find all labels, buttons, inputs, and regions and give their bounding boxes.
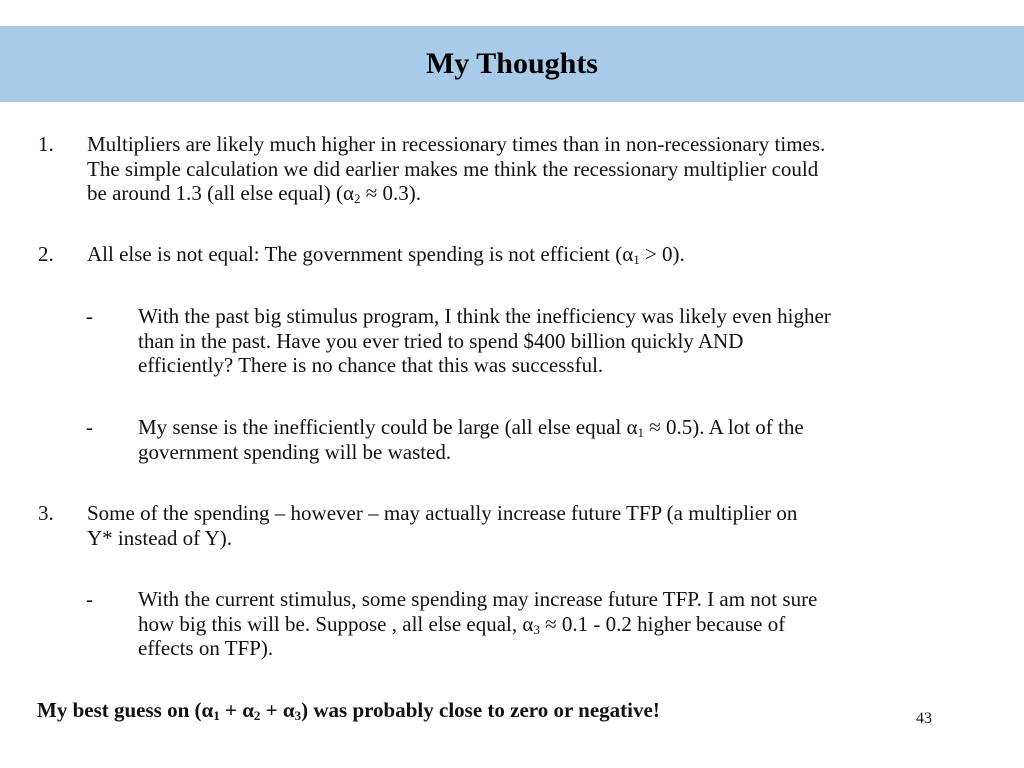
subscript: 1 — [633, 252, 640, 267]
item-line — [138, 415, 998, 440]
item-text — [138, 415, 998, 464]
item-text — [87, 242, 997, 267]
text-span: > 0). — [639, 242, 685, 266]
item-line — [138, 612, 998, 637]
text-span: ) was probably close to zero or negative! — [301, 698, 660, 722]
text-span: All else is not equal: The government spending is not efficient (α — [87, 242, 634, 266]
subscript: 3 — [294, 708, 302, 723]
item-marker: 1. — [38, 132, 54, 156]
item-line: efficiently? There is no chance that this was successful. — [138, 353, 604, 377]
item-marker: - — [86, 587, 93, 611]
item-text — [87, 501, 997, 550]
text-span: + α — [219, 698, 254, 722]
item-marker: 2. — [38, 242, 54, 266]
text-span: + α — [260, 698, 295, 722]
text-span: how big this will be. Suppose , all else equal, α — [138, 611, 534, 636]
subscript: 1 — [213, 708, 220, 723]
conclusion-text — [37, 698, 660, 723]
item-line: The simple calculation we did earlier makes me think the recessionary multiplier could — [87, 156, 819, 181]
item-text — [138, 587, 998, 661]
slide-title: My Thoughts — [425, 47, 598, 80]
item-line: Some of the spending – however – may actually increase future TFP (a multiplier on — [87, 501, 798, 525]
text-span: ≈ 0.3). — [360, 181, 422, 205]
text-span: ≈ 0.5). A lot of the — [644, 415, 804, 439]
item-marker: - — [86, 304, 93, 328]
item-line: government spending will be wasted. — [138, 439, 452, 464]
item-line — [87, 181, 997, 206]
text-span: My sense is the inefficiently could be large (all else equal α — [138, 415, 638, 439]
subscript: 3 — [533, 621, 540, 637]
item-marker: - — [86, 415, 93, 439]
text-span: My best guess on (α — [37, 698, 214, 722]
item-line: effects on TFP). — [138, 636, 274, 660]
subscript: 2 — [253, 708, 261, 723]
text-span: be around 1.3 (all else equal) (α — [87, 181, 354, 205]
item-line: Multipliers are likely much higher in recessionary times than in non-recessionary times. — [87, 132, 826, 156]
title-band — [0, 26, 1024, 102]
item-text — [87, 132, 997, 206]
item-line: Y* instead of Y). — [87, 525, 233, 550]
item-marker: 3. — [38, 501, 54, 525]
page-number: 43 — [916, 710, 932, 727]
item-line: With the current stimulus, some spending may increase future TFP. I am not sure — [138, 587, 818, 611]
subscript: 2 — [353, 191, 361, 206]
item-line: With the past big stimulus program, I think the inefficiency was likely even higher — [138, 304, 831, 328]
subscript: 1 — [637, 425, 644, 440]
text-span: ≈ 0.1 - 0.2 higher because of — [539, 611, 786, 636]
item-text — [138, 304, 998, 378]
item-line: than in the past. Have you ever tried to spend $400 billion quickly AND — [138, 328, 744, 353]
